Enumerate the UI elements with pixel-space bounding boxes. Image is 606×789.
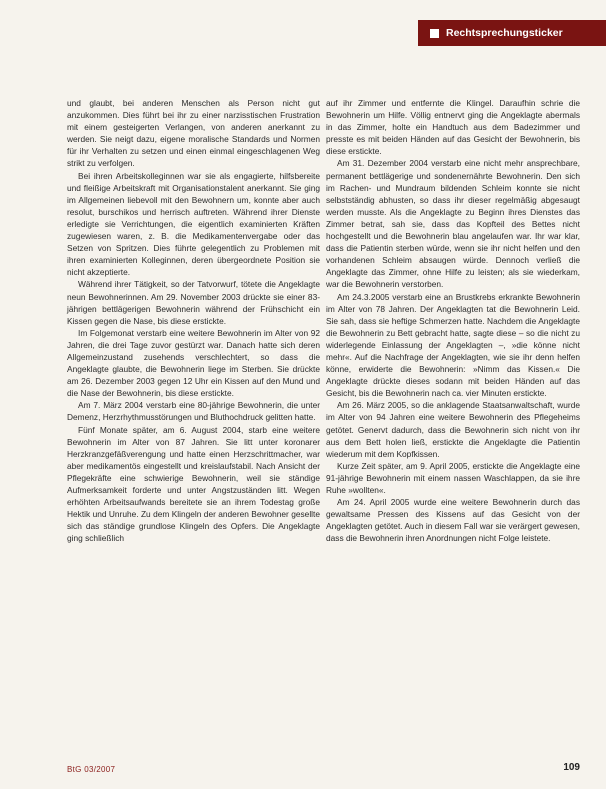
right-column: [326, 97, 580, 544]
paragraph: Fünf Monate später, am 6. August 2004, starb eine weitere Bewohnerin im Alter von 87 Jahren. Sie litt unter koronarer Herzkranzgefäßverengung und hatte einen Herzschrittmacher, war aber medikamentös eingestellt und kreislaufstabil. Nach Ansicht der Pflegekräfte eine schwierige Bewohnerin, weil sie ständige Aufmerksamkeit forderte und unter Angstzuständen litt. Wegen erhöhten Arbeitsaufwands bereitete sie an ihrem Todestag große Hektik und Unruhe. Zu dem Klingeln der anderen Bewohner gesellte sich das ständige grundlose Klingeln des Opfers. Die Angeklagte ging schließlich: [67, 424, 320, 544]
paragraph: Im Folgemonat verstarb eine weitere Bewohnerin im Alter von 92 Jahren, die drei Tage zuvor gestürzt war. Danach hatte sich deren Allgemeinzustand zusehends verschlechtert, so dass die Angeklagte glaubte, die Bewohnerin liege im Sterben. Sie drückte am 26. Dezember 2003 gegen 12 Uhr ein Kissen auf den Mund und die Nase der Bewohnerin, bis diese erstickte.: [67, 327, 320, 399]
paragraph: Während ihrer Tätigkeit, so der Tatvorwurf, tötete die Angeklagte neun Bewohnerinnen. Am 29. November 2003 drückte sie einer 83-jährigen bettlägerigen Bewohnerin während der Frühschicht ein Kissen gegen die Nase, bis diese erstickte.: [67, 279, 320, 326]
paragraph: Am 24. April 2005 wurde eine weitere Bewohnerin durch das gewaltsame Pressen des Kissens auf das Gesicht von der Angeklagten getötet. Auch in diesem Fall war sie verärgert gewesen, dass die Bewohnerin ihren Anordnungen nicht Folge leistete.: [326, 497, 580, 544]
paragraph: Am 26. März 2005, so die anklagende Staatsanwaltschaft, wurde im Alter von 94 Jahren eine weitere Bewohnerin des Pflegeheims getötet. Genervt dadurch, dass die Bewohnerin sich nicht von ihr aus dem Bett holen ließ, erstickte die Angeklagte die Patientin wiederum mit dem Kopfkissen.: [326, 400, 580, 459]
paragraph: und glaubt, bei anderen Menschen als Person nicht gut anzukommen. Dies führt bei ihr zu einer narzisstischen Frustration mit einem gesteigerten Verlangen, von anderen anerkannt zu werden. Sie neigt dazu, eigene moralische Standards und Normen für ihr Verhalten zu setzen und einen einmal eingeschlagenen Weg strikt zu verfolgen.: [67, 98, 320, 169]
left-column: [67, 97, 320, 544]
square-icon: [430, 29, 439, 38]
section-header: [418, 20, 606, 46]
paragraph: Am 7. März 2004 verstarb eine 80-jährige Bewohnerin, die unter Demenz, Herzrhythmusstörungen und Bluthochdruck gelitten hatte.: [67, 400, 320, 423]
page-number: 109: [563, 762, 580, 773]
journal-reference: BtG 03/2007: [67, 765, 116, 774]
paragraph: Kurze Zeit später, am 9. April 2005, erstickte die Angeklagte eine 91-jährige Bewohnerin mit einem nassen Waschlappen, da sie ihre Ruhe »wollten«.: [326, 460, 580, 495]
paragraph: Am 31. Dezember 2004 verstarb eine nicht mehr ansprechbare, permanent bettlägerige und sondenernährte Bewohnerin. Den sich im Rachen- und Mundraum bildenden Schleim konnte sie nicht selbstständig abhusten, so dass ihr dieser regelmäßig abgesaugt werden musste. Als die Angeklagte zu Beginn ihres Dienstes das Zimmer betrat, sah sie, dass das Kopfteil des Bettes nicht hochgestellt und die Bewohnerin blau angelaufen war. Ihr war klar, dass die Patientin sterben würde, wenn sie ihr nicht helfen und den vorhandenen Schleim absaugen würde. Dennoch verließ die Angeklagte das Zimmer, ohne Hilfe zu leisten; als sie wiederkam, war die Bewohnerin verstorben.: [326, 158, 580, 290]
section-title: Rechtsprechungsticker: [446, 27, 563, 39]
paragraph: auf ihr Zimmer und entfernte die Klingel. Daraufhin schrie die Bewohnerin um Hilfe. Völlig entnervt ging die Angeklagte abermals in das Zimmer, holte ein Handtuch aus dem Badezimmer und presste es mit beiden Händen auf das Gesicht der Bewohnerin, bis diese erstickte.: [326, 98, 580, 157]
paragraph: Bei ihren Arbeitskolleginnen war sie als engagierte, hilfsbereite und fleißige Arbeitskraft mit Organisationstalent anerkannt. Sie ging im Allgemeinen liebevoll mit den Bewohnern um, konnte aber auch resolut, burschikos und herrisch auftreten. Während ihrer Dienste erledigte sie Verrichtungen, die eigentlich examinierten Kräften zugewiesen waren, z. B. die Medikamentenvergabe oder das Setzen von Spritzen. Dies führte gelegentlich zu Problemen mit ihren examinierten Kolleginnen, deren übergeordnete Position sie nicht akzeptierte.: [67, 170, 320, 278]
paragraph: Am 24.3.2005 verstarb eine an Brustkrebs erkrankte Bewohnerin im Alter von 78 Jahren. Der Angeklagten tat die Bewohnerin Leid. Sie sah, dass sie heftige Schmerzen hatte. Nachdem die Angeklagte die Bewohnerin zu Bett gebracht hatte, sagte diese – so die nicht zu widerlegende Einlassung der Angeklagten –, »die könne nicht mehr«. Auf die Nachfrage der Angeklagten, wie sie ihr denn helfen könne, erwiderte die Bewohnerin: »Nimm das Kissen.« Die Angeklagte drückte dieses sodann mit beiden Händen auf das Gesicht, bis die Bewohnerin nach ca. vier Minuten erstickte.: [326, 291, 580, 399]
